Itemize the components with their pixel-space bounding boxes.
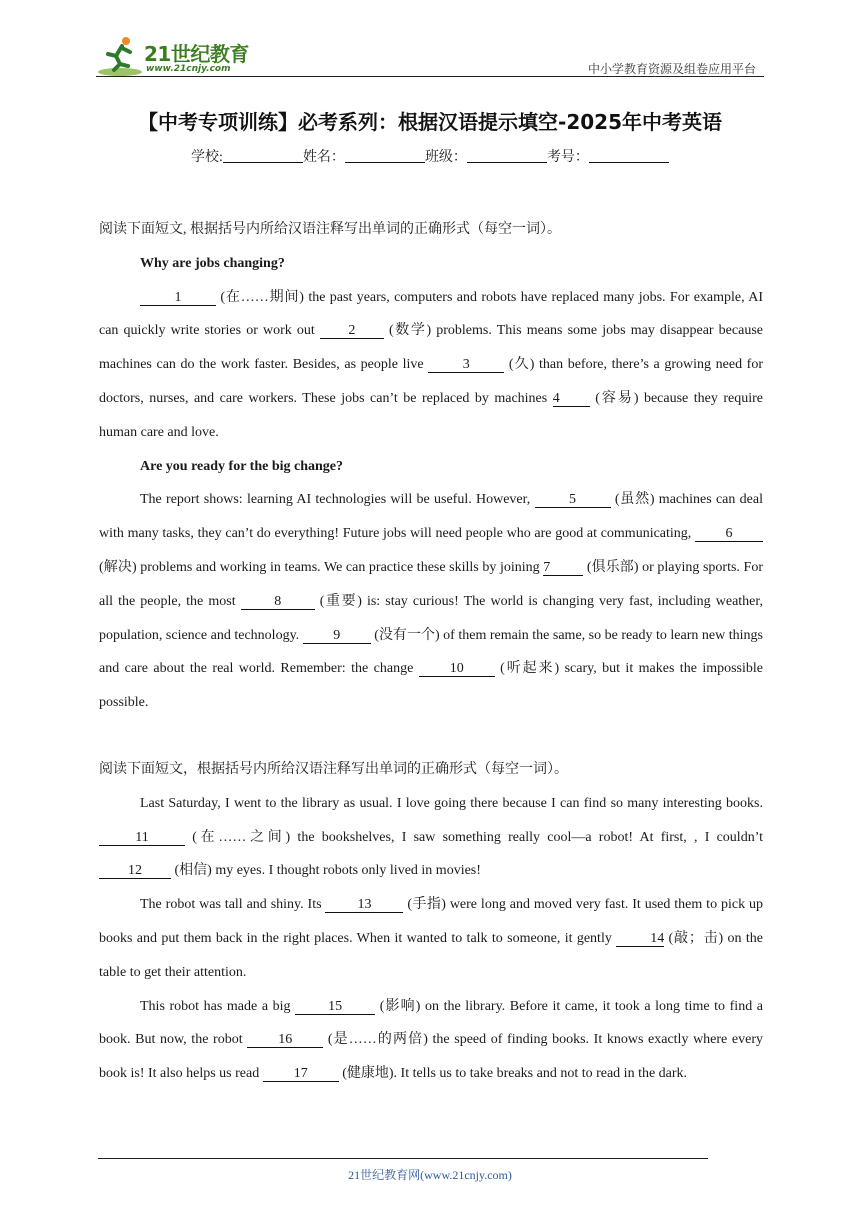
name-label: 姓名： bbox=[302, 150, 345, 165]
footer-divider bbox=[98, 1158, 708, 1159]
passage-text: (听起来) scary, but it makes the impossible possible. bbox=[99, 661, 764, 711]
answer-blank-10[interactable]: 10 bbox=[419, 661, 495, 677]
passage-text: (手指) were long and moved very fast. It used them to pick up books and put them back in the right places. When it wanted to talk to someone, it gently bbox=[99, 897, 763, 946]
answer-blank-11[interactable]: 11 bbox=[99, 830, 185, 846]
section2-paragraph2 bbox=[99, 888, 763, 989]
section1-heading1: Why are jobs changing? bbox=[140, 255, 285, 271]
section2-paragraph1 bbox=[99, 787, 763, 888]
answer-blank-5[interactable]: 5 bbox=[535, 492, 611, 508]
header-divider bbox=[96, 76, 764, 77]
passage-text: (解决) problems and working in teams. We can practice these skills by joining bbox=[99, 559, 544, 575]
answer-blank-6[interactable]: 6 bbox=[695, 526, 763, 542]
answer-blank-3[interactable]: 3 bbox=[428, 357, 504, 373]
answer-blank-9[interactable]: 9 bbox=[303, 628, 371, 644]
answer-blank-4[interactable]: 4 bbox=[553, 391, 590, 407]
answer-blank-1[interactable]: 1 bbox=[140, 290, 216, 306]
section1-instruction: 阅读下面短文, 根据括号内所给汉语注释写出单词的正确形式（每空一词）。 bbox=[99, 222, 561, 237]
passage-text: (久) than before, there’s a growing need for doctors, nurses, and care workers. These jobs can’t be replaced by machines bbox=[99, 357, 764, 406]
student-info-line bbox=[0, 146, 860, 166]
school-blank[interactable] bbox=[223, 148, 303, 163]
answer-blank-13[interactable]: 13 bbox=[325, 897, 403, 913]
passage-text: The robot was tall and shiny. Its bbox=[140, 897, 326, 913]
passage-text: (俱乐部) or playing sports. For all the people, the most bbox=[99, 559, 763, 609]
class-label: 班级： bbox=[424, 150, 467, 165]
section1-paragraph2 bbox=[99, 483, 763, 720]
passage-text: (在……之间) the bookshelves, I saw something really cool—a robot! At first, , I couldn’t bbox=[185, 829, 763, 845]
logo-url: www.21cnjy.com bbox=[146, 64, 231, 74]
passage-text: (影响) on the library. Before it came, it took a long time to find a book. But now, the robot bbox=[99, 998, 764, 1048]
section2-instruction: 阅读下面短文，根据括号内所给汉语注释写出单词的正确形式（每空一词）。 bbox=[99, 761, 568, 777]
passage-text: This robot has made a big bbox=[140, 998, 296, 1014]
passage-text: (重要) is: stay curious! The world is changing very fast, including weather, population, science and technology. bbox=[99, 593, 764, 643]
section-gap bbox=[99, 720, 763, 753]
school-label: 学校: bbox=[191, 150, 223, 165]
section1-heading2: Are you ready for the big change? bbox=[140, 458, 343, 474]
passage-text: (健康地). It tells us to take breaks and not to read in the dark. bbox=[338, 1066, 688, 1082]
answer-blank-7[interactable]: 7 bbox=[543, 560, 583, 576]
logo-text: 21世纪教育 bbox=[144, 42, 249, 66]
exercise-content bbox=[99, 213, 763, 1091]
answer-blank-15[interactable]: 15 bbox=[295, 999, 375, 1015]
runner-logo-icon bbox=[96, 34, 144, 78]
answer-blank-14[interactable]: 14 bbox=[616, 931, 664, 947]
passage-text: Last Saturday, I went to the library as usual. I love going there because I can find so many interesting books. bbox=[140, 795, 763, 811]
name-blank[interactable] bbox=[345, 148, 425, 163]
exam-no-label: 考号： bbox=[546, 150, 589, 165]
answer-blank-8[interactable]: 8 bbox=[241, 594, 315, 610]
class-blank[interactable] bbox=[467, 148, 547, 163]
answer-blank-2[interactable]: 2 bbox=[320, 323, 384, 339]
section2-paragraph3 bbox=[99, 990, 763, 1091]
passage-text: (没有一个) of them remain the same, so be ready to learn new things and care about the real world. Remember: the change bbox=[99, 627, 763, 677]
passage-text: (在……期间) the past years, computers and robots have replaced many jobs. For example, AI can quickly write stories or work out bbox=[99, 289, 763, 339]
passage-text: (数学) problems. This means some jobs may disappear because machines can do the work faster. Besides, as people live bbox=[99, 323, 763, 373]
passage-text: (敲；击) on the table to get their attention. bbox=[99, 930, 763, 980]
passage-text: (相信) my eyes. I thought robots only lived in movies! bbox=[171, 863, 481, 879]
answer-blank-16[interactable]: 16 bbox=[247, 1032, 323, 1048]
page-title: 【中考专项训练】必考系列：根据汉语提示填空-2025年中考英语 bbox=[138, 110, 722, 134]
section1-paragraph1 bbox=[99, 281, 763, 450]
logo bbox=[96, 34, 256, 78]
platform-label: 中小学教育资源及组卷应用平台 bbox=[587, 62, 756, 76]
passage-text: (虽然) machines can deal with many tasks, they can’t do everything! Future jobs will need people who are good at communicating, bbox=[99, 492, 763, 542]
passage-text: The report shows: learning AI technologies will be useful. However, bbox=[140, 492, 535, 508]
footer-link[interactable]: 21世纪教育网(www.21cnjy.com) bbox=[348, 1168, 512, 1182]
answer-blank-17[interactable]: 17 bbox=[263, 1066, 339, 1082]
page-header bbox=[96, 32, 764, 78]
passage-text: (容易) because they require human care and love. bbox=[99, 390, 763, 440]
passage-text: (是……的两倍) the speed of finding books. It knows exactly where every book is! It also helps us read bbox=[99, 1032, 763, 1082]
exam-no-blank[interactable] bbox=[589, 148, 669, 163]
answer-blank-12[interactable]: 12 bbox=[99, 863, 171, 879]
